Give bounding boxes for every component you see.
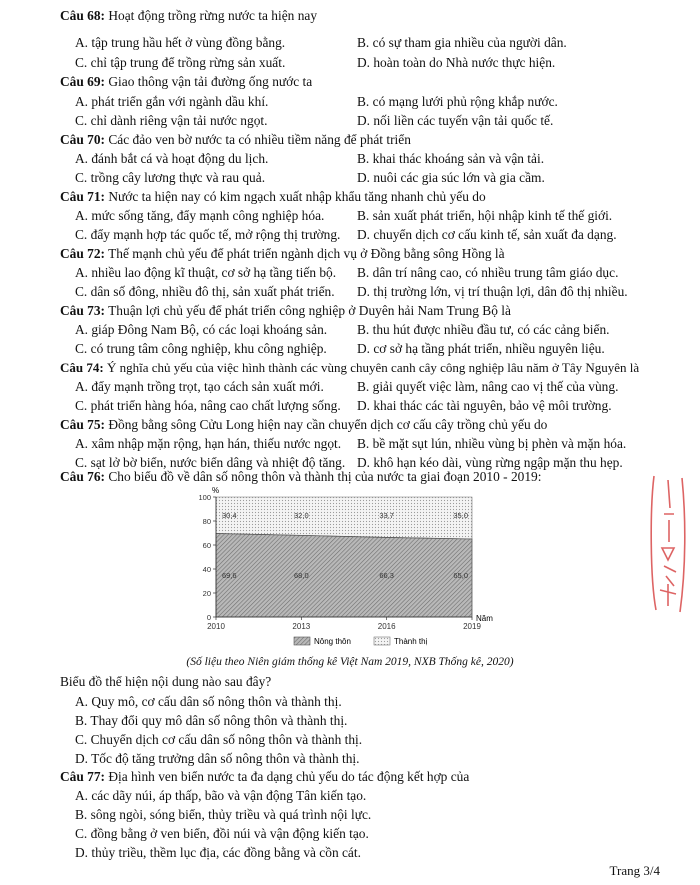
question-69 xyxy=(60,74,312,90)
rural-value-label: 66,3 xyxy=(379,571,394,580)
option-a: A. đẩy mạnh trồng trọt, tạo cách sản xuất mới. xyxy=(75,379,324,394)
option-b: B. Thay đổi quy mô dân số nông thôn và thành thị. xyxy=(75,713,348,728)
question-74 xyxy=(60,360,639,376)
rural-value-label: 68,0 xyxy=(294,571,309,580)
question-prompt: Biểu đồ thể hiện nội dung nào sau đây? xyxy=(60,674,272,689)
option-c: C. sạt lở bờ biển, nước biển dâng và nhiệt độ tăng. xyxy=(75,455,346,470)
y-tick-label: 0 xyxy=(206,613,211,622)
legend-label-rural: Nông thôn xyxy=(314,637,351,646)
legend-label-urban: Thành thị xyxy=(394,637,428,646)
question-text: Đồng bằng sông Cửu Long hiện nay cần chuyển dịch cơ cấu cây trồng chủ yếu do xyxy=(108,417,548,432)
y-tick-label: 60 xyxy=(202,541,211,550)
option-c: C. Chuyển dịch cơ cấu dân số nông thôn và thành thị. xyxy=(75,732,363,747)
question-71 xyxy=(60,189,486,205)
question-label: Câu 75: xyxy=(60,417,106,432)
option-c: C. chỉ tập trung để trồng rừng sản xuất. xyxy=(75,55,286,70)
question-label: Câu 69: xyxy=(60,74,106,89)
question-75 xyxy=(60,417,547,433)
option-b: B. khai thác khoáng sản và vận tải. xyxy=(357,151,545,166)
question-text: Thế mạnh chủ yếu để phát triển ngành dịch vụ ở Đồng bằng sông Hồng là xyxy=(108,246,505,261)
option-b: B. có sự tham gia nhiều của người dân. xyxy=(357,35,567,50)
question-text: Giao thông vận tải đường ống nước ta xyxy=(108,74,313,89)
option-b: B. có mạng lưới phủ rộng khắp nước. xyxy=(357,94,558,109)
option-a: A. phát triển gắn với ngành dầu khí. xyxy=(75,94,269,109)
question-label: Câu 72: xyxy=(60,246,106,261)
question-77 xyxy=(60,769,469,785)
option-b: B. sông ngòi, sóng biển, thủy triều và quá trình nội lực. xyxy=(75,807,372,822)
urban-value-label: 32,0 xyxy=(294,511,309,520)
option-d: D. khô hạn kéo dài, vùng rừng ngập mặn thu hẹp. xyxy=(357,455,623,470)
option-a: A. đánh bắt cá và hoạt động du lịch. xyxy=(75,151,269,166)
y-axis-label: % xyxy=(212,487,220,495)
question-text: Hoạt động trồng rừng nước ta hiện nay xyxy=(108,8,318,23)
chart-source: (Số liệu theo Niên giám thống kê Việt Nam 2019, NXB Thống kê, 2020) xyxy=(186,656,514,668)
question-label: Câu 77: xyxy=(60,769,106,784)
question-label: Câu 68: xyxy=(60,8,106,23)
question-label: Câu 74: xyxy=(60,360,104,375)
y-tick-label: 20 xyxy=(202,589,211,598)
option-c: C. có trung tâm công nghiệp, khu công nghiệp. xyxy=(75,341,327,356)
option-d: D. khai thác các tài nguyên, bảo vệ môi trường. xyxy=(357,398,612,413)
question-text: Địa hình ven biển nước ta đa dạng chủ yếu do tác động kết hợp của xyxy=(108,769,470,784)
option-c: C. đồng bằng ở ven biển, đồi núi và vận động kiến tạo. xyxy=(75,826,369,841)
question-text: Ý nghĩa chủ yếu của việc hình thành các vùng chuyên canh cây công nghiệp lâu năm ở Tây Nguyên là xyxy=(106,360,640,375)
page-number: Trang 3/4 xyxy=(609,863,660,878)
question-text: Các đảo ven bờ nước ta có nhiều tiềm năng để phát triển xyxy=(108,132,411,147)
option-d: D. nuôi các gia súc lớn và gia cầm. xyxy=(357,170,545,185)
urban-value-label: 35,0 xyxy=(453,511,468,520)
question-text: Thuận lợi chủ yếu để phát triển công nghiệp ở Duyên hải Nam Trung Bộ là xyxy=(108,303,511,318)
option-a: A. xâm nhập mặn rộng, hạn hán, thiếu nước ngọt. xyxy=(75,436,342,451)
x-tick-label: 2016 xyxy=(377,622,396,631)
rural-area xyxy=(216,533,472,617)
option-d: D. cơ sở hạ tầng phát triển, nhiều nguyên liệu. xyxy=(357,341,605,356)
option-a: A. các dãy núi, áp thấp, bão và vận động Tân kiến tạo. xyxy=(75,788,367,803)
y-tick-label: 100 xyxy=(198,493,211,502)
question-76 xyxy=(60,469,541,485)
option-b: B. bề mặt sụt lún, nhiều vùng bị phèn và mặn hóa. xyxy=(357,436,627,451)
x-tick-label: 2013 xyxy=(292,622,311,631)
y-tick-label: 80 xyxy=(202,517,211,526)
option-d: D. chuyển dịch cơ cấu kinh tế, sản xuất đa dạng. xyxy=(357,227,617,242)
option-a: A. giáp Đông Nam Bộ, có các loại khoáng sản. xyxy=(75,322,328,337)
urban-value-label: 33,7 xyxy=(379,511,394,520)
rural-value-label: 65,0 xyxy=(453,571,468,580)
option-d: D. Tốc độ tăng trưởng dân số nông thôn và thành thị. xyxy=(75,751,360,766)
red-stamp xyxy=(644,468,692,618)
x-tick-label: 2019 xyxy=(463,622,481,631)
option-a: A. mức sống tăng, đẩy mạnh công nghiệp hóa. xyxy=(75,208,325,223)
option-b: B. thu hút được nhiều đầu tư, có các cảng biển. xyxy=(357,322,610,337)
option-c: C. trồng cây lương thực và rau quả. xyxy=(75,170,266,185)
legend-swatch-urban xyxy=(374,637,390,645)
question-70 xyxy=(60,132,411,148)
question-73 xyxy=(60,303,511,319)
population-structure-chart xyxy=(182,487,502,655)
question-label: Câu 70: xyxy=(60,132,106,147)
question-72 xyxy=(60,246,505,262)
option-c: C. chỉ dành riêng vận tải nước ngọt. xyxy=(75,113,268,128)
option-b: B. dân trí nâng cao, có nhiều trung tâm giáo dục. xyxy=(357,265,619,280)
y-tick-label: 40 xyxy=(202,565,211,574)
legend xyxy=(294,637,428,646)
question-label: Câu 71: xyxy=(60,189,106,204)
option-d: D. thị trường lớn, vị trí thuận lợi, dân đô thị nhiều. xyxy=(357,284,628,299)
option-c: C. dân số đông, nhiều đô thị, sản xuất phát triển. xyxy=(75,284,335,299)
option-d: D. nối liền các tuyến vận tải quốc tế. xyxy=(357,113,554,128)
option-a: A. Quy mô, cơ cấu dân số nông thôn và thành thị. xyxy=(75,694,342,709)
x-axis-label: Năm xyxy=(476,614,493,623)
question-label: Câu 73: xyxy=(60,303,106,318)
option-d: D. hoàn toàn do Nhà nước thực hiện. xyxy=(357,55,556,70)
rural-value-label: 69,6 xyxy=(222,571,237,580)
option-c: C. phát triển hàng hóa, nâng cao chất lượng sống. xyxy=(75,398,341,413)
question-68 xyxy=(60,8,317,24)
option-a: A. tập trung hầu hết ở vùng đồng bằng. xyxy=(75,35,286,50)
option-c: C. đẩy mạnh hợp tác quốc tế, mở rộng thị trường. xyxy=(75,227,341,242)
option-b: B. sản xuất phát triển, hội nhập kinh tế thế giới. xyxy=(357,208,613,223)
x-tick-label: 2010 xyxy=(207,622,225,631)
urban-value-label: 30,4 xyxy=(222,511,237,520)
question-text: Cho biểu đồ về dân số nông thôn và thành thị của nước ta giai đoạn 2010 - 2019: xyxy=(108,469,542,484)
option-a: A. nhiều lao động kĩ thuật, cơ sở hạ tầng tiến bộ. xyxy=(75,265,337,280)
question-label: Câu 76: xyxy=(60,469,106,484)
legend-swatch-rural xyxy=(294,637,310,645)
urban-area xyxy=(216,497,472,539)
option-b: B. giải quyết việc làm, nâng cao vị thế của vùng. xyxy=(357,379,619,394)
option-d: D. thủy triều, thềm lục địa, các đồng bằng và cồn cát. xyxy=(75,845,361,860)
question-text: Nước ta hiện nay có kim ngạch xuất nhập khẩu tăng nhanh chủ yếu do xyxy=(108,189,486,204)
